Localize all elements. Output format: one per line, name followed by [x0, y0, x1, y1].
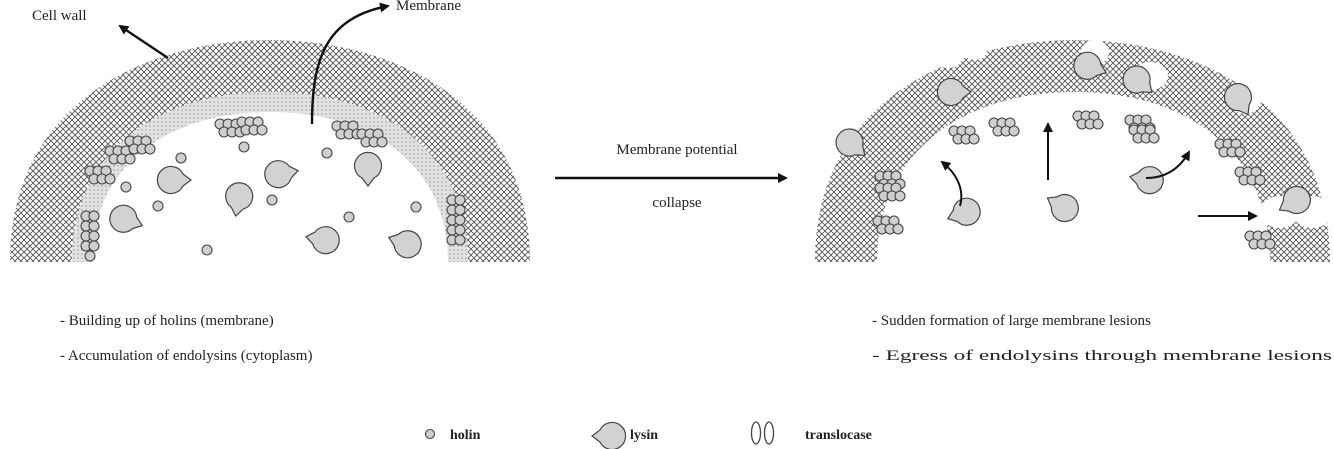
- process-label-bottom: collapse: [652, 195, 702, 211]
- translocase-legend-label: translocase: [805, 428, 872, 443]
- translocase-legend-icon: [752, 422, 774, 444]
- process-label-top: Membrane potential: [616, 142, 738, 158]
- cell-wall-label: Cell wall: [32, 8, 87, 24]
- left-cell: [10, 40, 530, 262]
- lysin-legend-icon: [592, 423, 626, 449]
- right-caption-2: - Egress of endolysins through membrane lesions: [872, 348, 1333, 364]
- membrane-label: Membrane: [396, 0, 461, 14]
- left-caption-1: - Building up of holins (membrane): [60, 313, 274, 329]
- holin-legend-label: holin: [450, 428, 481, 443]
- right-caption-1: - Sudden formation of large membrane lesions: [872, 313, 1151, 329]
- holin-legend-icon: [426, 430, 435, 439]
- cell-wall-arrow: [120, 26, 168, 58]
- legend: [426, 422, 872, 449]
- right-cell: [812, 40, 1332, 262]
- lysin-legend-label: lysin: [630, 428, 659, 443]
- left-caption-2: - Accumulation of endolysins (cytoplasm): [60, 348, 313, 364]
- egress-arrows: [942, 124, 1256, 216]
